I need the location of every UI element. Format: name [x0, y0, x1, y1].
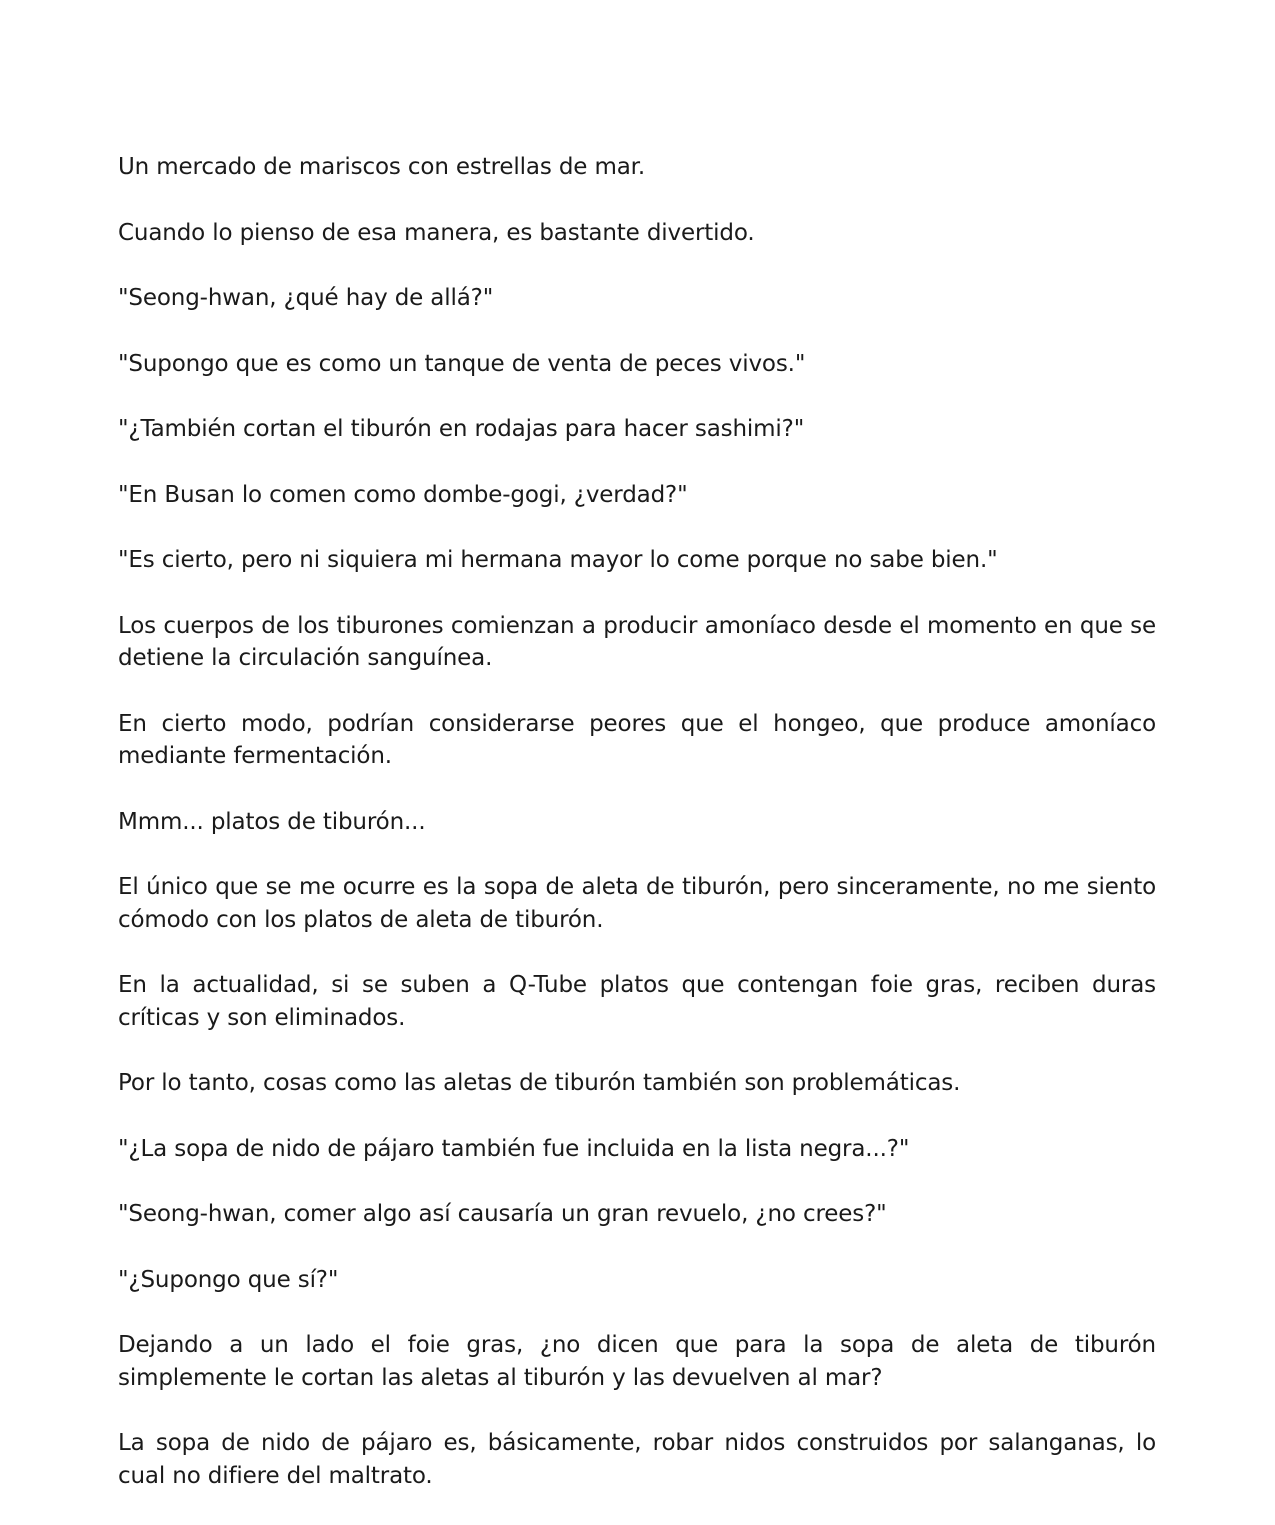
- paragraph: "¿También cortan el tiburón en rodajas para hacer sashimi?": [118, 416, 805, 442]
- paragraph: En cierto modo, podrían considerarse peores que el hongeo, que produce amoníaco mediante fermentación.: [118, 710, 1156, 769]
- paragraph: Dejando a un lado el foie gras, ¿no dicen que para la sopa de aleta de tiburón simplemente le cortan las aletas al tiburón y las devuelven al mar?: [118, 1332, 1156, 1391]
- paragraph: Por lo tanto, cosas como las aletas de tiburón también son problemáticas.: [118, 1070, 961, 1096]
- paragraph: "Supongo que es como un tanque de venta de peces vivos.": [118, 350, 806, 377]
- paragraph: "Es cierto, pero ni siquiera mi hermana mayor lo come porque no sabe bien.": [118, 547, 998, 573]
- paragraph: "¿Supongo que sí?": [118, 1266, 339, 1293]
- paragraph: Mmm... platos de tiburón...: [118, 808, 426, 835]
- paragraph: El único que se me ocurre es la sopa de aleta de tiburón, pero sinceramente, no me siento cómodo con los platos de aleta de tiburón.: [118, 874, 1156, 933]
- paragraph: "En Busan lo comen como dombe-gogi, ¿verdad?": [118, 481, 688, 508]
- paragraph: Los cuerpos de los tiburones comienzan a producir amoníaco desde el momento en que se detiene la circulación sanguínea.: [118, 612, 1156, 671]
- paragraph: Cuando lo pienso de esa manera, es bastante divertido.: [118, 219, 755, 246]
- paragraph: "Seong-hwan, comer algo así causaría un gran revuelo, ¿no crees?": [118, 1201, 887, 1227]
- paragraph: Un mercado de mariscos con estrellas de mar.: [118, 154, 645, 180]
- paragraph: "¿La sopa de nido de pájaro también fue incluida en la lista negra...?": [118, 1135, 910, 1162]
- document-page: [118, 151, 1156, 1525]
- paragraph: En la actualidad, si se suben a Q-Tube platos que contengan foie gras, reciben duras críticas y son eliminados.: [118, 972, 1156, 1031]
- paragraph: "Seong-hwan, ¿qué hay de allá?": [118, 285, 494, 311]
- paragraph: La sopa de nido de pájaro es, básicamente, robar nidos construidos por salanganas, lo cual no difiere del maltrato.: [118, 1430, 1156, 1489]
